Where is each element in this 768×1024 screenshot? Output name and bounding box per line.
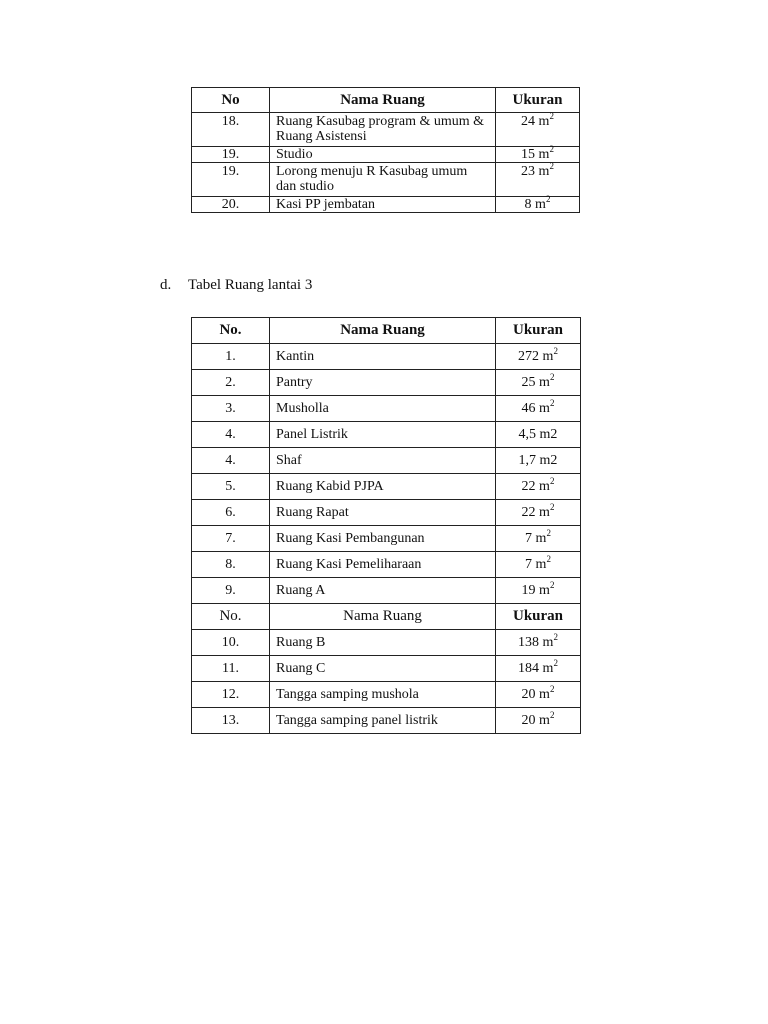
row-size: 20 $m^2$ [496,682,581,708]
repeat-header-no: No. [192,604,270,630]
row-no: 9. [192,578,270,604]
row-no: 4. [192,422,270,448]
row-size: 7 $m^2$ [496,526,581,552]
row-room-name: Ruang A [270,578,496,604]
row-size: 46 $m^2$ [496,396,581,422]
row-room-name: Pantry [270,370,496,396]
row-room-name: Ruang B [270,630,496,656]
header-no: No [192,88,270,113]
table-row [192,526,581,552]
row-size: 20 $m^2$ [496,708,581,734]
table-row [192,500,581,526]
repeated-header-row [192,604,581,630]
repeat-header-ukuran: Ukuran [496,604,581,630]
row-room-name: Ruang Kasi Pembangunan [270,526,496,552]
table-row [192,344,581,370]
table-row [192,422,581,448]
row-room-name: Kasi PP jembatan [270,197,496,213]
row-no: 4. [192,448,270,474]
row-no: 20. [192,197,270,213]
table-row [192,448,581,474]
row-room-name: Panel Listrik [270,422,496,448]
room-table-lantai-3 [191,317,581,734]
row-no: 12. [192,682,270,708]
header-no: No. [192,318,270,344]
header-ukuran: Ukuran [496,88,580,113]
row-room-name: Ruang Rapat [270,500,496,526]
header-ukuran: Ukuran [496,318,581,344]
row-size: 4,5 m2 [496,422,581,448]
table-header-row [192,88,580,113]
table-row [192,656,581,682]
row-room-name: Studio [270,147,496,163]
row-no: 10. [192,630,270,656]
room-table-continued [191,87,580,213]
table-row [192,630,581,656]
row-size: 272 $m^2$ [496,344,581,370]
header-nama-ruang: Nama Ruang [270,318,496,344]
row-no: 2. [192,370,270,396]
row-room-name: Ruang Kabid PJPA [270,474,496,500]
row-room-name: Tangga samping mushola [270,682,496,708]
table-row [192,197,580,213]
row-no: 6. [192,500,270,526]
section-title: Tabel Ruang lantai 3 [188,277,313,293]
table-header-row [192,318,581,344]
row-no: 5. [192,474,270,500]
table-row [192,708,581,734]
row-room-name: Lorong menuju R Kasubag umum dan studio [270,163,496,197]
row-size: 22 $m^2$ [496,500,581,526]
row-no: 19. [192,147,270,163]
row-no: 19. [192,163,270,197]
row-no: 18. [192,113,270,147]
row-size: 8 $m^2$ [496,197,580,213]
table-row [192,474,581,500]
row-size: 1,7 m2 [496,448,581,474]
table-row [192,113,580,147]
row-size: 184 $m^2$ [496,656,581,682]
table-row [192,682,581,708]
row-room-name: Musholla [270,396,496,422]
table-row [192,370,581,396]
row-size: 23 $m^2$ [496,163,580,197]
row-size: 15 $m^2$ [496,147,580,163]
row-no: 1. [192,344,270,370]
row-no: 7. [192,526,270,552]
row-size: 24 $m^2$ [496,113,580,147]
row-size: 19 $m^2$ [496,578,581,604]
row-room-name: Tangga samping panel listrik [270,708,496,734]
row-size: 25 $m^2$ [496,370,581,396]
row-no: 13. [192,708,270,734]
table-row [192,396,581,422]
row-room-name: Kantin [270,344,496,370]
table-row [192,578,581,604]
table-row [192,552,581,578]
section-letter: d. [160,277,172,293]
row-no: 8. [192,552,270,578]
repeat-header-nama-ruang: Nama Ruang [270,604,496,630]
row-room-name: Ruang C [270,656,496,682]
row-room-name: Shaf [270,448,496,474]
row-no: 11. [192,656,270,682]
row-room-name: Ruang Kasubag program & umum & Ruang Asistensi [270,113,496,147]
row-size: 22 $m^2$ [496,474,581,500]
row-size: 138 $m^2$ [496,630,581,656]
table-row [192,163,580,197]
row-size: 7 $m^2$ [496,552,581,578]
section-heading [160,277,312,294]
row-no: 3. [192,396,270,422]
row-room-name: Ruang Kasi Pemeliharaan [270,552,496,578]
table-row [192,147,580,163]
header-nama-ruang: Nama Ruang [270,88,496,113]
